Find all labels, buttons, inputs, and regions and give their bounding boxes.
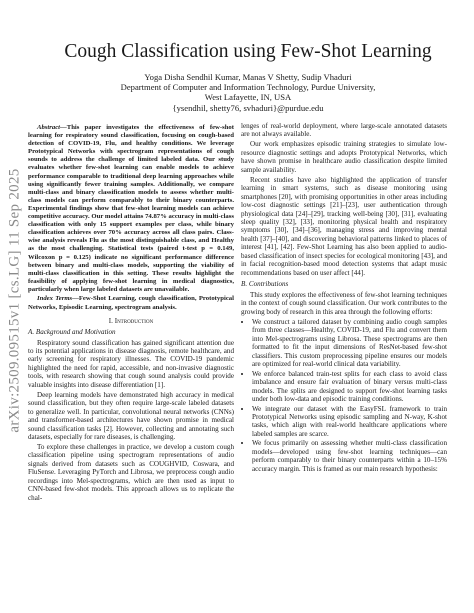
abstract-text: —This paper investigates the effectiveness of few-shot learning for respiratory sound classification, focusing on cough-based detection of COVID-19, Flu, and healthy conditions. We leverage Prototypical Networks with spectrogram representations of cough sounds to address the challenge of limited labeled data. Our study evaluates whether few-shot learning can enable models to achieve performance comparable to traditional deep learning approaches while using significantly fewer training samples. Additionally, we compare multi-class and binary classification models to assess whether multi-class models can perform comparably to their binary counterparts. Experimental findings show that few-shot learning models can achieve competitive accuracy. Our model attains 74.87% accuracy in multi-class classification with only 15 support examples per class, while binary classification achieves over 70% accuracy across all class pairs. Class-wise analysis reveals Flu as the most distinguishable class, and Healthy as the most challenging. Statistical tests (paired t-test p = 0.149, Wilcoxon p = 0.125) indicate no significant performance difference between binary and multi-class models, supporting the viability of multi-class classification in this setting. These results highlight the feasibility of applying few-shot learning in medical diagnostics, particularly when large labeled datasets are unavailable. — [28, 124, 234, 293]
author-block — [30, 72, 466, 113]
author-affiliation: Department of Computer and Information Technology, Purdue University, — [120, 82, 376, 93]
contribution-item: • We focus primarily on assessing whether multi-class classification models—developed using few-shot learning techniques—can perform comparably to their binary counterparts within a 10–15% accuracy margin. This is framed as our main research hypothesis: — [252, 439, 447, 473]
subsection-heading-background: A. Background and Motivation — [28, 328, 116, 337]
author-names: Yoga Disha Sendhil Kumar, Manas V Shetty, Sudip Vhaduri — [144, 72, 352, 82]
study-paragraph: This study explores the effectiveness of few-shot learning techniques in the context of cough sound classification. Our work contributes to the growing body of research in this area through the following efforts: — [241, 290, 447, 316]
work-paragraph: Our work emphasizes episodic training strategies to simulate low-resource diagnostic settings and adopts Prototypical Networks, which have shown promise in healthcare audio classification despite limited sample availability. — [241, 140, 447, 174]
author-emails: {ysendhil, shetty76, svhaduri}@purdue.edu — [172, 102, 324, 113]
continued-paragraph: lenges of real-world deployment, where large-scale annotated datasets are not always available. — [241, 122, 447, 139]
contribution-item: • We construct a tailored dataset by combining audio cough samples from three classes—Healthy, COVID-19, and Flu and convert them into Mel-spectrograms using Librosa. These spectrograms are then formatted to fit the input dimensions of ResNet-based few-shot classifiers. This custom preprocessing pipeline ensures our models are optimized for real-world clinical data variability. — [252, 318, 447, 369]
contribution-item: • We enforce balanced train-test splits for each class to avoid class imbalance and ensure fair evaluation of binary versus multi-class models. The splits are designed to support few-shot learning tasks under both low-data and episodic training conditions. — [252, 370, 447, 404]
intro-paragraph-2: Deep learning models have demonstrated high accuracy in medical sound classification, but they often require large-scale labeled datasets to generalize well. In particular, convolutional neural networks (CNNs) and transformer-based architectures have shown promise in medical sound classification tasks [2]. However, collecting and annotating such datasets, especially for rare diseases, is challenging. — [28, 390, 234, 442]
index-terms — [28, 295, 234, 311]
section-heading-introduction: I. Introduction — [108, 316, 154, 325]
intro-paragraph-3: To explore these challenges in practice, we develop a custom cough classification pipeline using spectrogram representations of audio signals derived from datasets such as COUGHVID, Coswara, and FluSense. Leveraging PyTorch and Librosa, we preprocess cough audio recordings into Mel-spectrograms, which are then used as input to CNN-based few-shot models. This approach allows us to replicate the chal- — [28, 443, 234, 502]
intro-paragraph-1: Respiratory sound classification has gained significant attention due to its potential applications in disease diagnosis, remote healthcare, and early screening for respiratory illnesses. The COVID-19 pandemic highlighted the need for rapid, accessible, and non-invasive diagnostic tools, with research showing that cough sound analysis could provide valuable insights into disease differentiation [1]. — [28, 338, 234, 389]
right-column — [241, 122, 447, 474]
subsection-heading-contributions: B. Contributions — [241, 280, 289, 289]
contribution-item: • We integrate our dataset with the EasyFSL framework to train Prototypical Networks using episodic sampling and N-way, K-shot tasks, which align with real-world healthcare applications where labeled samples are scarce. — [252, 405, 447, 439]
index-terms-label: Index Terms — [37, 295, 73, 303]
contributions-list — [241, 318, 447, 473]
author-location: West Lafayette, IN, USA — [204, 92, 292, 103]
abstract — [28, 124, 234, 294]
recent-studies-paragraph: Recent studies have also highlighted the application of transfer learning in smart systems, such as disease monitoring using smartphones [20], with promising opportunities in other areas including low-cost diagnostic settings [21]–[23], user authentication through physiological data [24]–[29], tracking well-being [30], [31], evaluating sleep quality [32], [33], monitoring physical health and respiratory symptoms [30], [34]–[36], managing stress and improving mental health [37]–[40], and discovering behavioral patterns linked to places of interest [41], [42]. Few-Shot Learning has also been applied to audio-based classification of insect species for ecological monitoring [43], and in facial recognition-based mood detection systems that adapt music recommendations based on user affect [44]. — [241, 175, 447, 277]
left-column — [28, 124, 234, 504]
paper-title: Cough Classification using Few-Shot Learning — [64, 41, 432, 62]
abstract-label: Abstract — [37, 124, 61, 131]
index-terms-text: —Few-Shot Learning, cough classification, Prototypical Networks, Episodic Learning, spectrogram analysis. — [28, 295, 234, 311]
arxiv-identifier-text: arXiv:2509.09515v1 [cs.LG] 11 Sep 2025 — [6, 167, 23, 433]
arxiv-identifier — [4, 150, 26, 450]
